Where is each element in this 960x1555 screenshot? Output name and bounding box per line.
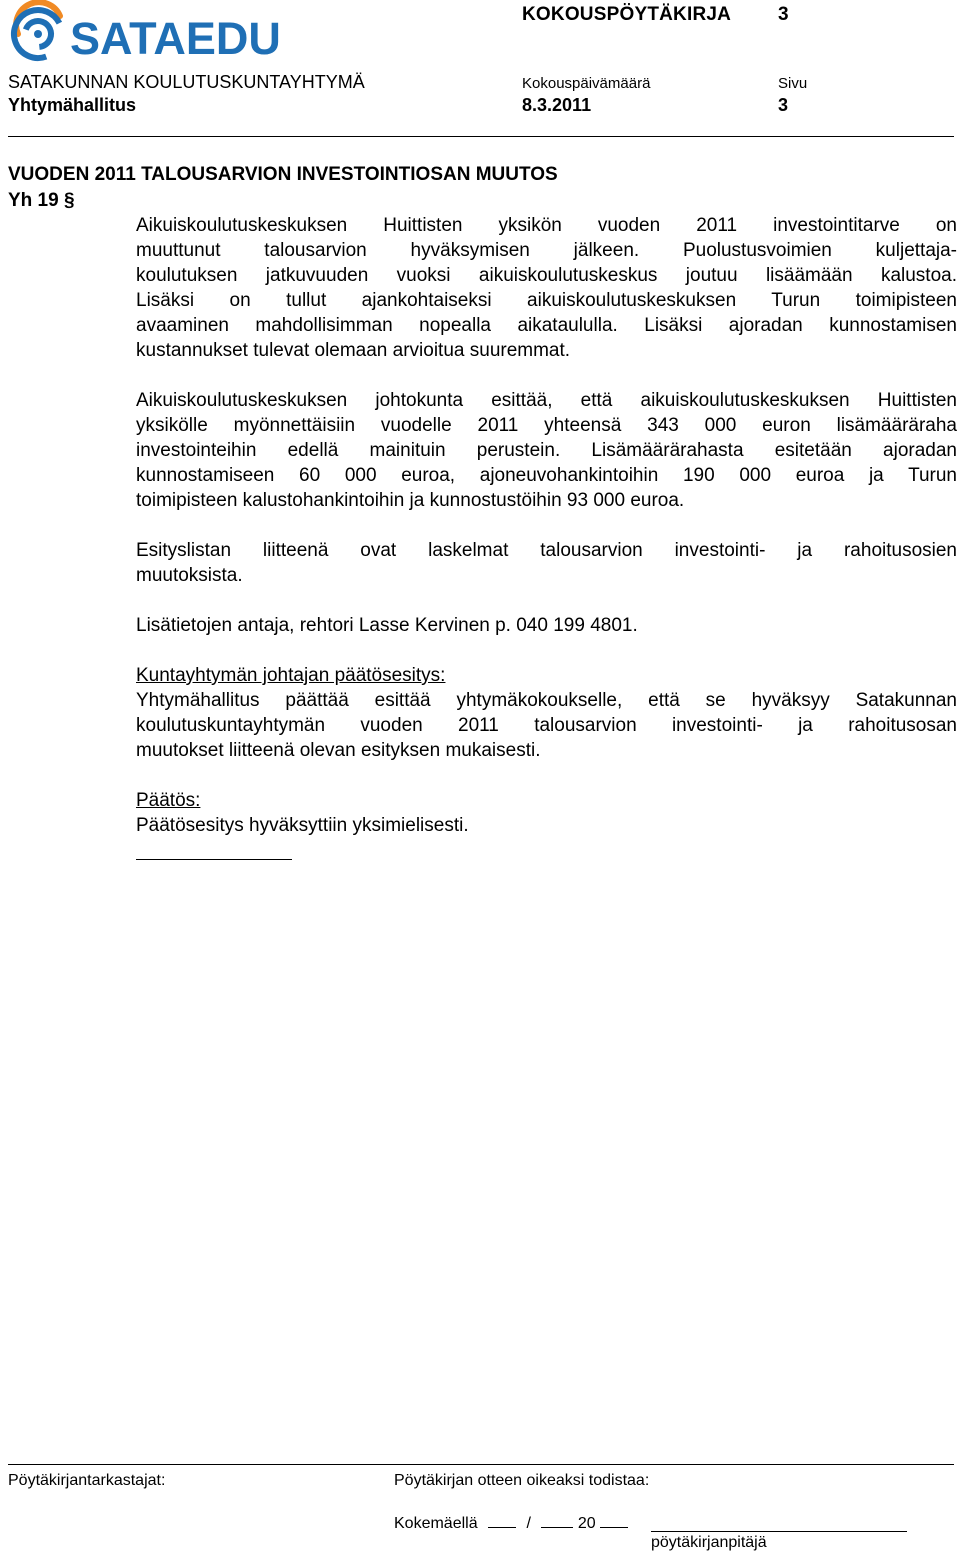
page-label: Sivu [778,75,808,92]
text-line: Lisäksi on tullut ajankohtaiseksi aikuiskoulutuskeskuksen Turun toimipisteen [136,290,957,311]
decision-text: Päätösesitys hyväksyttiin yksimielisesti. [136,815,469,836]
examiners-label: Pöytäkirjantarkastajat: [8,1472,166,1489]
text-line: koulutuksen jatkuvuuden vuoksi aikuiskoulutuskeskus joutuu lisäämään kalustoa. [136,265,957,286]
paragraph-attachments [136,538,957,588]
text-line: Yhtymähallitus päättää esittää yhtymäkokoukselle, että se hyväksyy Satakunnan [136,690,957,711]
signer-title: pöytäkirjanpitäjä [651,1534,767,1551]
sataedu-logo [8,4,281,64]
text-line: yksikölle myönnettäisiin vuodelle 2011 yhteensä 343 000 euron lisämääräraha [136,415,957,436]
day-blank [488,1513,516,1528]
month-blank [541,1513,573,1528]
logo-mark-icon [8,4,281,64]
text-line: investointeihin edellä mainituin perustein. Lisämäärärahasta esitetään ajoradan [136,440,957,461]
meeting-date: 8.3.2011 [522,95,592,115]
proposal-heading: Kuntayhtymän johtajan päätösesitys: [136,665,446,686]
text-line: Lisätietojen antaja, rehtori Lasse Kervinen p. 040 199 4801. [136,615,638,636]
text-line: toimipisteen kalustohankintoihin ja kunnostustöihin 93 000 euroa. [136,490,685,511]
board-name: Yhtymähallitus [8,95,137,115]
item-section: Yh 19 § [8,190,75,211]
text-line: muuttunut talousarvion hyväksymisen jälkeen. Puolustusvoimien kuljettaja- [136,240,957,261]
item-title: VUODEN 2011 TALOUSARVION INVESTOINTIOSAN MUUTOS [8,164,558,185]
text-line: koulutuskuntayhtymän vuoden 2011 talousarvion investointi- ja rahoitusosan [136,715,957,736]
director-proposal [136,663,957,763]
text-line: avaaminen mahdollisimman nopealla aikataululla. Lisäksi ajoradan kunnostamisen [136,315,957,336]
document-number: 3 [778,4,789,25]
paragraph-background [136,213,957,363]
text-line: muutoksista. [136,565,243,586]
text-line: Esityslistan liitteenä ovat laskelmat talousarvion investointi- ja rahoitusosien [136,540,957,561]
meeting-date-label: Kokouspäivämäärä [522,75,651,92]
header-divider [8,136,954,137]
decision [136,788,957,838]
footer-divider [8,1464,954,1465]
text-line: kustannukset tulevat olemaan arvioitua suuremmat. [136,340,571,361]
paragraph-contact [136,613,957,638]
organization-name: SATAKUNNAN KOULUTUSKUNTAYHTYMÄ [8,72,365,92]
page-number: 3 [778,95,789,115]
text-line: Aikuiskoulutuskeskuksen johtokunta esittää, että aikuiskoulutuskeskuksen Huittisten [136,390,957,411]
text-line: kunnostamiseen 60 000 euroa, ajoneuvohankintoihin 190 000 euroa ja Turun [136,465,957,486]
certify-label: Pöytäkirjan otteen oikeaksi todistaa: [394,1472,650,1489]
signature-line [651,1531,907,1532]
year-blank [600,1513,628,1528]
text-line: Aikuiskoulutuskeskuksen Huittisten yksikön vuoden 2011 investointitarve on [136,215,957,236]
date-separator: / [526,1515,531,1532]
decision-heading: Päätös: [136,790,201,811]
place-date-line [394,1513,628,1533]
place-name: Kokemäellä [394,1515,478,1532]
year-prefix: 20 [577,1515,596,1532]
document-type: KOKOUSPÖYTÄKIRJA [522,4,732,25]
svg-text:SATAEDU: SATAEDU [70,13,281,64]
text-line: muutokset liitteenä olevan esityksen mukaisesti. [136,740,541,761]
paragraph-board-proposal [136,388,957,513]
section-end-line [136,859,292,860]
